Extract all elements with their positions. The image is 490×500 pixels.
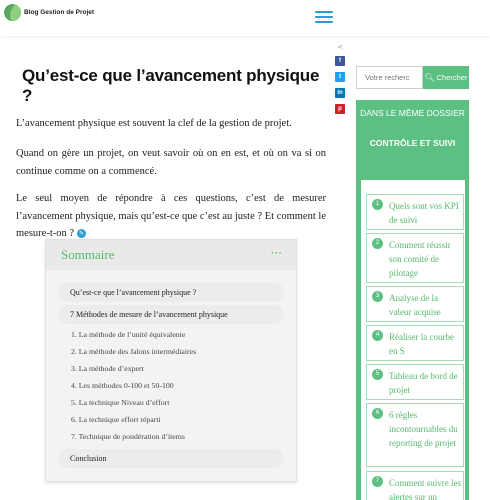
linkedin-icon[interactable]: in [335, 88, 345, 98]
search-input[interactable] [356, 66, 423, 89]
toc-subitem[interactable]: 1. La méthode de l’unité équivalente [71, 330, 186, 339]
question-paragraph [16, 190, 326, 243]
toc-item-label: Conclusion [58, 449, 284, 468]
context-paragraph: Quand on gère un projet, on veut savoir où on en est, et où on va si on continue comme on a commencé. [16, 148, 326, 177]
toc-subitem[interactable]: 2. La méthode des Jalons intermédiaires [71, 347, 197, 356]
related-post-link[interactable]: Réaliser la courbe en S [389, 332, 454, 356]
leaf-logo-icon [4, 4, 21, 21]
toc-item[interactable] [58, 305, 284, 324]
toc-item-label: Qu’est-ce que l’avancement physique ? [58, 283, 284, 302]
related-post-link[interactable]: 6 règles incontournables du reporting de projet [389, 410, 458, 448]
related-post-item[interactable] [366, 364, 464, 400]
toc-header[interactable] [46, 240, 296, 270]
site-logo[interactable] [4, 4, 94, 21]
related-posts-widget [356, 100, 469, 500]
related-post-item[interactable] [366, 233, 464, 283]
item-number: 6 [372, 408, 383, 419]
facebook-icon[interactable]: f [335, 56, 345, 66]
toc-item[interactable] [58, 449, 284, 468]
site-header [0, 0, 490, 36]
item-number: 5 [372, 369, 383, 380]
twitter-icon[interactable]: t [335, 72, 345, 82]
related-post-item[interactable] [366, 325, 464, 361]
table-of-contents [45, 239, 297, 482]
info-badge-icon[interactable]: ✎ [79, 230, 85, 238]
page-title: Qu’est-ce que l’avancement physique ? [22, 66, 320, 105]
search-button[interactable] [423, 66, 469, 89]
toc-item[interactable] [58, 283, 284, 302]
toc-subitem[interactable]: 7. Technique de pondération d’items [71, 432, 185, 441]
item-number: 1 [372, 199, 383, 210]
share-icon: < [337, 43, 343, 51]
question-text: Le seul moyen de répondre à ces questions, c’est de mesurer l’avancement physique, mais qu’est-ce que c’est au juste ? Et comment le mesure-t-on ? [16, 193, 326, 239]
related-post-item[interactable] [366, 403, 464, 467]
toc-subitem[interactable]: 6. La technique effort réparti [71, 415, 161, 424]
toc-item-label: 7 Méthodes de mesure de l’avancement physique [58, 305, 284, 324]
related-post-item[interactable] [366, 286, 464, 322]
intro-paragraph: L’avancement physique est souvent la clef de la gestion de projet. [16, 118, 292, 129]
related-post-item[interactable] [366, 194, 464, 230]
widget-pretitle: DANS LE MÊME DOSSIER [360, 108, 465, 118]
hamburger-icon[interactable] [315, 11, 333, 23]
site-name: Blog Gestion de Projet [24, 9, 95, 16]
toc-subitem[interactable]: 4. Les méthodes 0-100 et 50-100 [71, 381, 174, 390]
search-button-label: Chercher [436, 73, 468, 82]
item-number: 3 [372, 291, 383, 302]
item-number: 4 [372, 330, 383, 341]
related-post-link[interactable]: Tableau de bord de projet [389, 371, 458, 395]
pinterest-icon[interactable]: p [335, 104, 345, 114]
related-posts-list [361, 180, 465, 500]
related-post-link[interactable]: Analyse de la valeur acquise [389, 293, 441, 317]
share-bar [335, 43, 345, 114]
related-post-link[interactable]: Comment réussir son comité de pilotage [389, 240, 451, 278]
widget-title: CONTRÔLE ET SUIVI [369, 138, 456, 148]
related-post-item[interactable] [366, 471, 464, 500]
item-number: 7 [372, 476, 383, 487]
related-post-link[interactable]: Quels sont vos KPI de suivi [389, 201, 459, 225]
toc-subitem[interactable]: 5. La technique Niveau d’effort [71, 398, 170, 407]
search-icon: 🔍︎ [424, 73, 435, 82]
toc-toggle-icon[interactable]: ··· [270, 246, 282, 260]
toc-subitem[interactable]: 3. La méthode d’expert [71, 364, 144, 373]
item-number: 2 [372, 238, 383, 249]
related-post-link[interactable]: Comment suivre les alertes sur un [389, 478, 461, 500]
toc-title: Sommaire [61, 247, 115, 262]
